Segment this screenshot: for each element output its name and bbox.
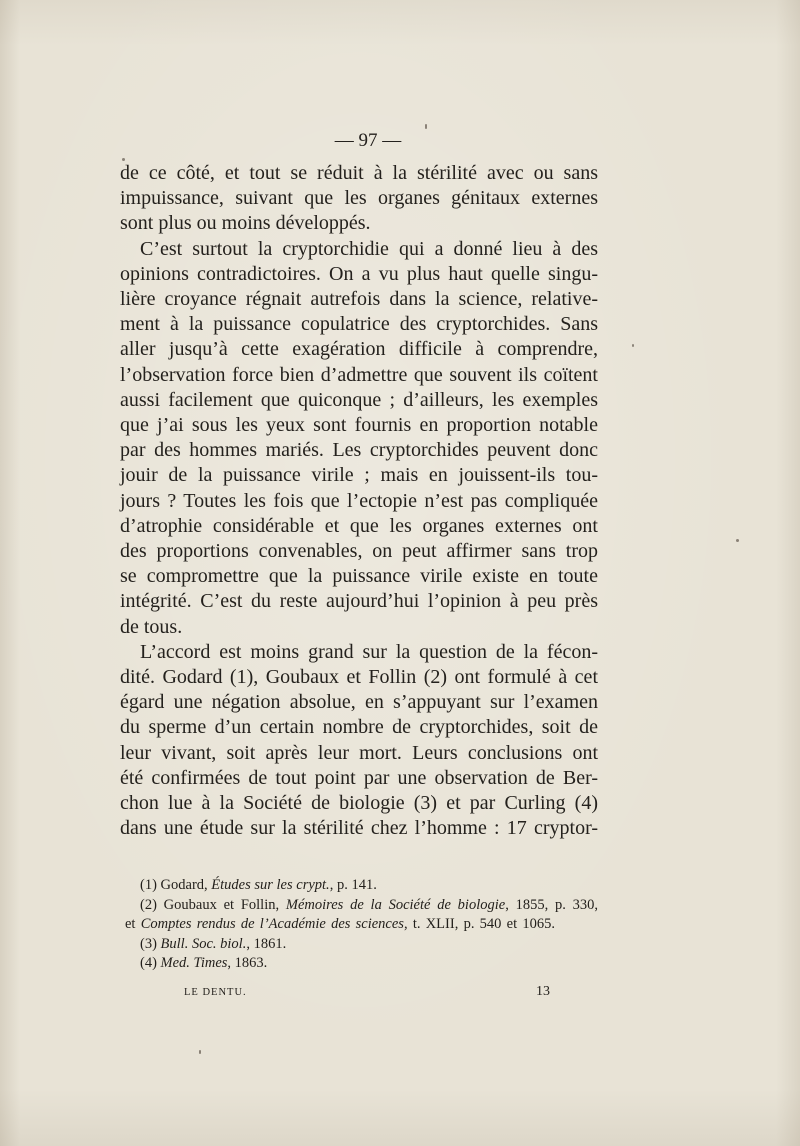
body-line: de ce côté, et tout se réduit à la stérilité avec ou sans	[120, 162, 598, 184]
body-line: l’observation force bien d’admettre que souvent ils coïtent	[120, 363, 598, 386]
body-line: par des hommes mariés. Les cryptorchides peuvent donc	[120, 439, 598, 462]
body-line: d’atrophie considérable et que les organes externes ont	[120, 514, 598, 537]
body-line: ment à la puissance copulatrice des cryptorchides. Sans	[120, 313, 598, 336]
footnote-text: (4)	[140, 955, 161, 972]
footnote-title: Mémoires de la Société de biologie	[285, 896, 506, 913]
body-line: leur vivant, soit après leur mort. Leurs conclusions ont	[120, 741, 598, 764]
signature-author: LE DENTU.	[184, 987, 247, 998]
footnote-text: , t. XLII, p. 540 et 1065.	[403, 916, 556, 933]
paragraph	[120, 237, 598, 640]
footnote-text: et	[125, 916, 141, 933]
body-line: de tous.	[120, 615, 183, 638]
signature-line	[184, 985, 556, 1001]
footnote-title: Études sur les crypt.	[211, 877, 330, 893]
body-line: égard une négation absolue, en s’appuyant sur l’examen	[120, 691, 598, 714]
footnote-2	[120, 896, 598, 916]
footnote-text: (2) Goubaux et Follin,	[140, 896, 286, 913]
body-text	[120, 161, 598, 841]
paper-speck	[425, 124, 427, 129]
body-line: aller jusqu’à cette exagération difficile à comprendre,	[120, 338, 598, 361]
body-line: opinions contradictoires. On a vu plus haut quelle singu-	[120, 262, 598, 285]
footnote-title: Comptes rendus de l’Académie des sciences	[140, 916, 404, 933]
paragraph	[120, 161, 598, 237]
body-line: des proportions convenables, on peut affirmer sans trop	[120, 540, 598, 563]
body-line: chon lue à la Société de biologie (3) et par Curling (4)	[120, 792, 598, 815]
paper-speck	[632, 344, 634, 347]
body-line: été confirmées de tout point par une observation de Ber-	[120, 766, 598, 789]
body-line: se compromettre que la puissance virile existe en toute	[120, 565, 598, 588]
footnote-text: , 1863.	[227, 955, 268, 972]
body-line: aussi facilement que quiconque ; d’ailleurs, les exemples	[120, 388, 598, 411]
paragraph	[120, 640, 598, 842]
footnote-text: (1) Godard,	[140, 877, 212, 893]
footnote-title: Med. Times	[160, 955, 228, 972]
body-line: impuissance, suivant que les organes génitaux externes	[120, 187, 598, 210]
body-line: lière croyance régnait autrefois dans la science, relative-	[120, 288, 598, 311]
body-line: jouir de la puissance virile ; mais en jouissent-ils tou-	[120, 464, 598, 487]
paper-speck	[736, 539, 739, 542]
footnotes	[120, 876, 598, 974]
page-number: — 97 —	[334, 130, 402, 151]
footnote-text: , 1861.	[246, 935, 287, 952]
body-line: C’est surtout la cryptorchidie qui a donné lieu à des	[140, 237, 598, 260]
body-line: du sperme d’un certain nombre de cryptorchides, soit de	[120, 716, 598, 739]
body-line: que j’ai sous les yeux sont fournis en proportion notable	[120, 414, 598, 437]
signature-sheet-number: 13	[536, 984, 550, 999]
footnote-text: , p. 141.	[329, 877, 377, 893]
body-line: intégrité. C’est du reste aujourd’hui l’opinion à peu près	[120, 590, 598, 613]
body-line: dité. Godard (1), Goubaux et Follin (2) ont formulé à cet	[120, 666, 598, 689]
footnote-text: , 1855, p. 330,	[505, 896, 599, 913]
body-line: L’accord est moins grand sur la question de la fécon-	[140, 640, 598, 663]
body-line: jours ? Toutes les fois que l’ectopie n’est pas compliquée	[120, 489, 598, 512]
footnote-3	[120, 935, 598, 955]
footnote-text: (3)	[140, 935, 161, 952]
footnote-4	[120, 954, 598, 974]
body-line: sont plus ou moins développés.	[120, 212, 371, 235]
footnote-1	[120, 876, 598, 896]
paper-speck	[199, 1050, 201, 1054]
footnote-title: Bull. Soc. biol.	[160, 935, 247, 952]
body-line: dans une étude sur la stérilité chez l’homme : 17 cryptor-	[120, 817, 598, 840]
footnote-2-continuation	[120, 915, 555, 935]
